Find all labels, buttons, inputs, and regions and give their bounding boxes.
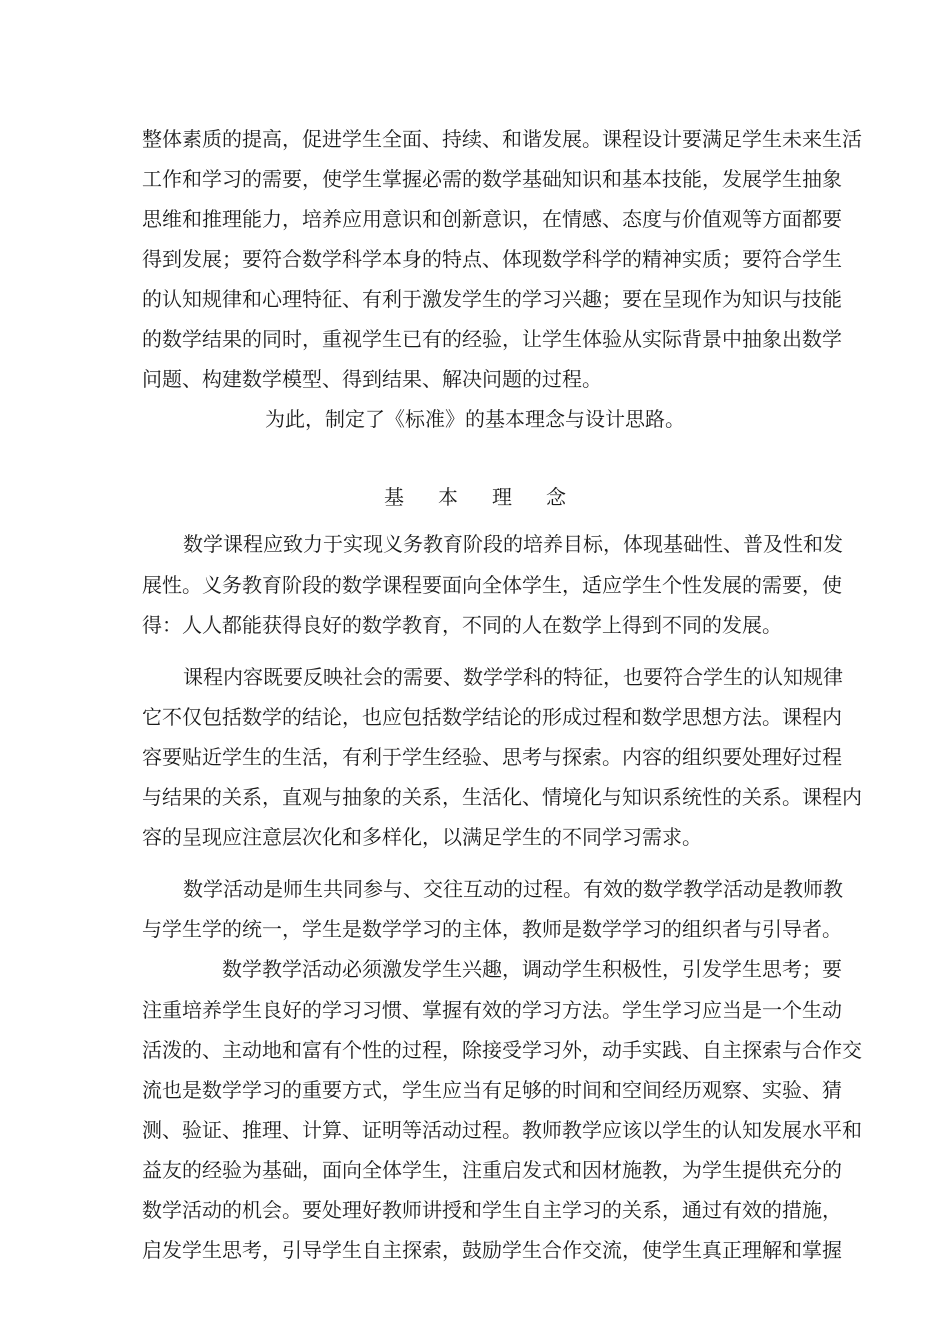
text-line: 数学教学活动必须激发学生兴趣，调动学生积极性，引发学生思考；要: [222, 957, 842, 981]
text-line: 活泼的、主动地和富有个性的过程，除接受学习外，动手实践、自主探索与合作交: [142, 1038, 862, 1062]
text-line: 得到发展；要符合数学科学本身的特点、体现数学科学的精神实质；要符合学生: [142, 247, 842, 271]
text-line: 流也是数学学习的重要方式，学生应当有足够的时间和空间经历观察、实验、猜: [142, 1078, 842, 1102]
text-line: 启发学生思考，引导学生自主探索，鼓励学生合作交流，使学生真正理解和掌握: [142, 1238, 842, 1262]
text-line: 注重培养学生良好的学习习惯、掌握有效的学习方法。学生学习应当是一个生动: [142, 998, 842, 1022]
text-line: 它不仅包括数学的结论，也应包括数学结论的形成过程和数学思想方法。课程内: [142, 705, 842, 729]
text-line: 与学生学的统一，学生是数学学习的主体，教师是数学学习的组织者与引导者。: [142, 917, 842, 941]
text-line: 益友的经验为基础，面向全体学生，注重启发式和因材施教，为学生提供充分的: [142, 1158, 842, 1182]
text-line: 数学课程应致力于实现义务教育阶段的培养目标，体现基础性、普及性和发: [183, 532, 843, 556]
text-line: 的认知规律和心理特征、有利于激发学生的学习兴趣；要在呈现作为知识与技能: [142, 287, 842, 311]
section-title: 基本理念: [384, 485, 600, 509]
intro-closing-line: 为此，制定了《标准》的基本理念与设计思路。: [265, 407, 685, 431]
text-line: 整体素质的提高，促进学生全面、持续、和谐发展。课程设计要满足学生未来生活: [142, 127, 862, 151]
text-line: 容要贴近学生的生活，有利于学生经验、思考与探索。内容的组织要处理好过程: [142, 745, 842, 769]
text-line: 数学活动是师生共同参与、交往互动的过程。有效的数学教学活动是教师教: [183, 877, 843, 901]
text-line: 与结果的关系，直观与抽象的关系，生活化、情境化与知识系统性的关系。课程内: [142, 785, 862, 809]
text-line: 展性。义务教育阶段的数学课程要面向全体学生，适应学生个性发展的需要，使: [142, 573, 842, 597]
text-line: 思维和推理能力，培养应用意识和创新意识，在情感、态度与价值观等方面都要: [142, 207, 842, 231]
text-line: 问题、构建数学模型、得到结果、解决问题的过程。: [142, 367, 602, 391]
text-line: 测、验证、推理、计算、证明等活动过程。教师教学应该以学生的认知发展水平和: [142, 1118, 862, 1142]
text-line: 得：人人都能获得良好的数学教育，不同的人在数学上得到不同的发展。: [142, 613, 782, 637]
text-line: 的数学结果的同时，重视学生已有的经验，让学生体验从实际背景中抽象出数学: [142, 327, 842, 351]
text-line: 工作和学习的需要，使学生掌握必需的数学基础知识和基本技能，发展学生抽象: [142, 167, 842, 191]
text-line: 课程内容既要反映社会的需要、数学学科的特征，也要符合学生的认知规律: [183, 665, 843, 689]
text-line: 容的呈现应注意层次化和多样化，以满足学生的不同学习需求。: [142, 825, 702, 849]
text-line: 数学活动的机会。要处理好教师讲授和学生自主学习的关系，通过有效的措施，: [142, 1198, 842, 1222]
